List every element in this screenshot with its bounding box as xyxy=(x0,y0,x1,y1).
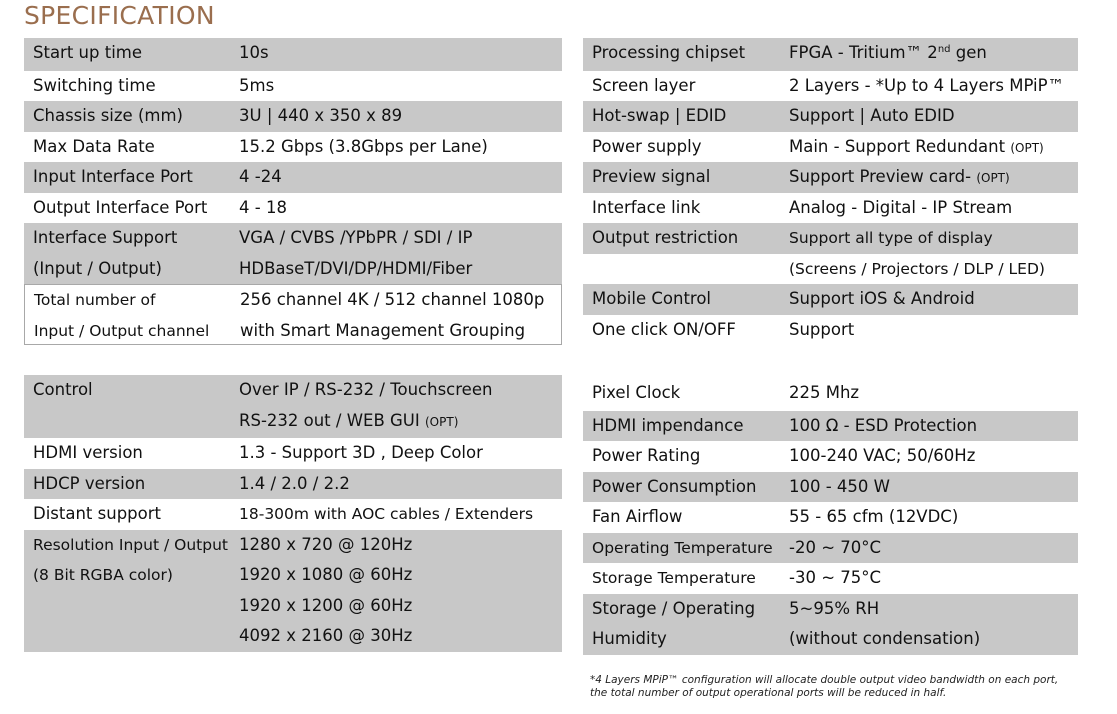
spec-label-line: Input / Output channel xyxy=(34,321,210,340)
spec-value-text: FPGA - Tritium™ 2nd gen xyxy=(789,43,987,62)
spec-label-line: Resolution Input / Output xyxy=(33,535,228,554)
spec-value-text: 1.3 - Support 3D , Deep Color xyxy=(239,443,483,462)
spec-value-text: 256 channel 4K / 512 channel 1080p xyxy=(240,290,545,309)
spec-value-line xyxy=(789,254,1078,285)
spec-row xyxy=(583,441,1078,472)
spec-label-line: Fan Airflow xyxy=(592,507,683,526)
spec-value-line xyxy=(789,533,1078,564)
spec-value-line xyxy=(239,193,562,224)
spec-label-line: Power supply xyxy=(592,136,702,156)
spec-value-line xyxy=(240,285,561,316)
spec-row xyxy=(583,162,1078,193)
spec-value-line xyxy=(789,378,1078,409)
spec-value-text: 55 - 65 cfm (12VDC) xyxy=(789,507,959,526)
spec-value-line xyxy=(239,469,562,500)
spec-row xyxy=(583,502,1078,533)
spec-value xyxy=(789,71,1078,102)
spec-value-text: RS-232 out / WEB GUI xyxy=(239,410,420,430)
spec-value-text: 5~95% RH xyxy=(789,598,880,618)
spec-value-text: 100 - 450 W xyxy=(789,476,890,496)
spec-label-line: Switching time xyxy=(33,75,156,95)
spec-row xyxy=(24,132,562,163)
spec-value-line xyxy=(789,411,1078,442)
spec-value xyxy=(239,38,562,69)
spec-value xyxy=(239,469,562,500)
spec-row xyxy=(24,375,562,438)
spec-value xyxy=(789,472,1078,503)
spec-label-line: Distant support xyxy=(33,504,161,523)
spec-label-line: Storage / Operating xyxy=(592,598,756,618)
spec-value-text: 1280 x 720 @ 120Hz xyxy=(239,534,413,554)
spec-value-line xyxy=(239,530,562,561)
spec-label-line: Power Rating xyxy=(592,446,701,465)
spec-value-line xyxy=(789,441,1078,472)
spec-value-line xyxy=(789,284,1078,315)
spec-value-text: (without condensation) xyxy=(789,629,981,648)
spec-value-text: 15.2 Gbps (3.8Gbps per Lane) xyxy=(239,136,488,156)
spec-value-line xyxy=(239,560,562,591)
spec-value-text: Support xyxy=(789,319,855,339)
spec-value xyxy=(789,38,1078,69)
spec-row xyxy=(24,193,562,224)
spec-value-text: Support | Auto EDID xyxy=(789,106,955,125)
spec-value-text: 5ms xyxy=(239,75,275,95)
spec-label-line: Control xyxy=(33,380,93,399)
spec-label-line: Hot-swap | EDID xyxy=(592,106,727,125)
spec-value-line xyxy=(239,101,562,132)
spec-value-text: 10s xyxy=(239,43,269,62)
spec-row xyxy=(24,71,562,102)
spec-label-line: Total number of xyxy=(34,291,156,309)
spec-value-line xyxy=(789,624,1078,655)
spec-row xyxy=(583,378,1078,411)
spec-value-text: Main - Support Redundant xyxy=(789,136,1006,156)
footnote-line: the total number of output operational ports will be reduced in half. xyxy=(590,687,947,699)
spec-value xyxy=(789,132,1078,163)
spec-label-line: One click ON/OFF xyxy=(592,319,736,339)
spec-value xyxy=(789,378,1078,409)
spec-value-text: 2 Layers - *Up to 4 Layers MPiP™ xyxy=(789,75,1065,95)
spec-value-line xyxy=(239,38,562,69)
spec-row xyxy=(24,223,562,284)
spec-value xyxy=(789,502,1078,533)
spec-value-text: 4092 x 2160 @ 30Hz xyxy=(239,626,413,645)
spec-label-line: Interface Support xyxy=(33,228,178,247)
spec-row xyxy=(583,132,1078,163)
spec-value-text: Support iOS & Android xyxy=(789,289,975,308)
spec-value-line xyxy=(789,563,1078,594)
spec-value-text: 100 Ω - ESD Protection xyxy=(789,415,978,435)
spec-value-text: 18-300m with AOC cables / Extenders xyxy=(239,505,534,523)
spec-row xyxy=(583,315,1078,346)
spec-value-text: (Screens / Projectors / DLP / LED) xyxy=(789,259,1045,278)
spec-value xyxy=(789,315,1078,346)
spec-value-line xyxy=(789,594,1078,625)
spec-value-line xyxy=(789,472,1078,503)
spec-value-text: 225 Mhz xyxy=(789,383,860,402)
spec-value-line xyxy=(789,502,1078,533)
page-title: SPECIFICATION xyxy=(24,1,215,30)
spec-value xyxy=(789,563,1078,594)
spec-row xyxy=(583,101,1078,132)
footnote xyxy=(590,674,1090,700)
spec-value xyxy=(239,223,562,284)
spec-value-line xyxy=(239,223,562,254)
spec-label-line: Pixel Clock xyxy=(592,383,681,402)
spec-value xyxy=(789,533,1078,564)
spec-value-line xyxy=(789,162,1078,193)
spec-value-line xyxy=(789,38,1078,69)
spec-value-text: HDBaseT/DVI/DP/HDMI/Fiber xyxy=(239,258,473,278)
spec-value xyxy=(239,162,562,193)
spec-value-line xyxy=(789,193,1078,224)
spec-label-line: Interface link xyxy=(592,197,701,217)
spec-label-line: Humidity xyxy=(592,629,667,648)
spec-label-line: Input Interface Port xyxy=(33,167,193,186)
spec-table-left-top xyxy=(24,38,562,345)
spec-value xyxy=(240,285,561,346)
spec-value-text: Support Preview card- xyxy=(789,167,972,186)
spec-value-line xyxy=(239,162,562,193)
spec-row xyxy=(583,594,1078,655)
spec-value-text: VGA / CVBS /YPbPR / SDI / IP xyxy=(239,228,473,247)
spec-value xyxy=(789,411,1078,442)
spec-value-text: Support all type of display xyxy=(789,229,993,247)
spec-label-line: Storage Temperature xyxy=(592,569,756,587)
spec-value xyxy=(239,101,562,132)
spec-table-left-bottom xyxy=(24,375,562,652)
spec-value-line xyxy=(239,375,562,406)
footnote-line: *4 Layers MPiP™ configuration will allocate double output video bandwidth on each port, xyxy=(590,674,1059,686)
spec-value xyxy=(239,132,562,163)
spec-row xyxy=(24,284,562,345)
spec-row xyxy=(24,101,562,132)
spec-label-line: Start up time xyxy=(33,43,143,62)
spec-value-line xyxy=(239,499,562,530)
spec-row xyxy=(24,530,562,652)
spec-value xyxy=(789,594,1078,655)
spec-value-line xyxy=(239,132,562,163)
spec-row xyxy=(24,162,562,193)
optional-tag: (OPT) xyxy=(425,414,459,429)
spec-value-text: 100-240 VAC; 50/60Hz xyxy=(789,446,976,465)
spec-value-line xyxy=(789,315,1078,346)
spec-value-text: 1.4 / 2.0 / 2.2 xyxy=(239,473,350,493)
spec-row xyxy=(583,411,1078,442)
spec-row xyxy=(24,38,562,71)
spec-label-line: (Input / Output) xyxy=(33,258,162,278)
spec-value-line xyxy=(239,254,562,285)
spec-value-line xyxy=(239,591,562,622)
spec-value xyxy=(789,223,1078,284)
spec-value xyxy=(789,162,1078,193)
spec-label-line: Processing chipset xyxy=(592,43,746,62)
spec-row xyxy=(583,38,1078,71)
spec-value-line xyxy=(789,71,1078,102)
spec-value xyxy=(239,71,562,102)
spec-value-text: 4 -24 xyxy=(239,167,282,186)
spec-value-text: with Smart Management Grouping xyxy=(240,320,526,340)
spec-row xyxy=(583,472,1078,503)
spec-value xyxy=(239,193,562,224)
spec-row xyxy=(583,193,1078,224)
spec-value-line xyxy=(789,101,1078,132)
spec-row xyxy=(583,223,1078,284)
spec-row xyxy=(24,469,562,500)
spec-value xyxy=(789,441,1078,472)
spec-value-text: -20 ~ 70°C xyxy=(789,537,882,557)
spec-value xyxy=(239,530,562,652)
spec-table-right-top xyxy=(583,38,1078,345)
spec-value-line xyxy=(789,132,1078,163)
spec-value-line xyxy=(239,406,562,437)
optional-tag: (OPT) xyxy=(976,171,1010,185)
spec-value-text: 1920 x 1200 @ 60Hz xyxy=(239,595,413,615)
spec-value-line xyxy=(239,621,562,652)
spec-value-text: Analog - Digital - IP Stream xyxy=(789,197,1013,217)
spec-row xyxy=(583,563,1078,594)
spec-label-line: Output Interface Port xyxy=(33,197,208,217)
spec-value xyxy=(239,438,562,469)
spec-value-line xyxy=(239,438,562,469)
spec-value-text: 3U | 440 x 350 x 89 xyxy=(239,106,403,125)
spec-row xyxy=(583,71,1078,102)
spec-label-line: Power Consumption xyxy=(592,476,757,496)
spec-value-text: 4 - 18 xyxy=(239,197,287,217)
spec-value xyxy=(789,284,1078,315)
spec-label-line: HDMI version xyxy=(33,443,143,462)
spec-label-line: Mobile Control xyxy=(592,289,712,308)
spec-label-line: Preview signal xyxy=(592,167,711,186)
spec-row xyxy=(24,499,562,530)
spec-row xyxy=(583,284,1078,315)
spec-value-line xyxy=(240,316,561,347)
spec-label-line: (8 Bit RGBA color) xyxy=(33,566,173,584)
optional-tag: (OPT) xyxy=(1010,140,1044,155)
spec-value xyxy=(789,101,1078,132)
spec-label-line: Operating Temperature xyxy=(592,538,773,557)
spec-value xyxy=(239,499,562,530)
spec-value-text: -30 ~ 75°C xyxy=(789,568,882,587)
spec-label-line: HDCP version xyxy=(33,473,146,493)
spec-value xyxy=(239,375,562,436)
spec-value-line xyxy=(789,223,1078,254)
spec-label-line: HDMI impendance xyxy=(592,415,744,435)
spec-table-right-bottom xyxy=(583,378,1078,655)
spec-label-line: Max Data Rate xyxy=(33,136,155,156)
spec-value-text: Over IP / RS-232 / Touchscreen xyxy=(239,380,493,399)
spec-label-line: Screen layer xyxy=(592,75,696,95)
spec-value-line xyxy=(239,71,562,102)
spec-row xyxy=(24,438,562,469)
spec-label-line: Chassis size (mm) xyxy=(33,106,183,125)
spec-value-text: 1920 x 1080 @ 60Hz xyxy=(239,565,413,584)
spec-value xyxy=(789,193,1078,224)
spec-label-line: Output restriction xyxy=(592,228,739,247)
spec-row xyxy=(583,533,1078,564)
